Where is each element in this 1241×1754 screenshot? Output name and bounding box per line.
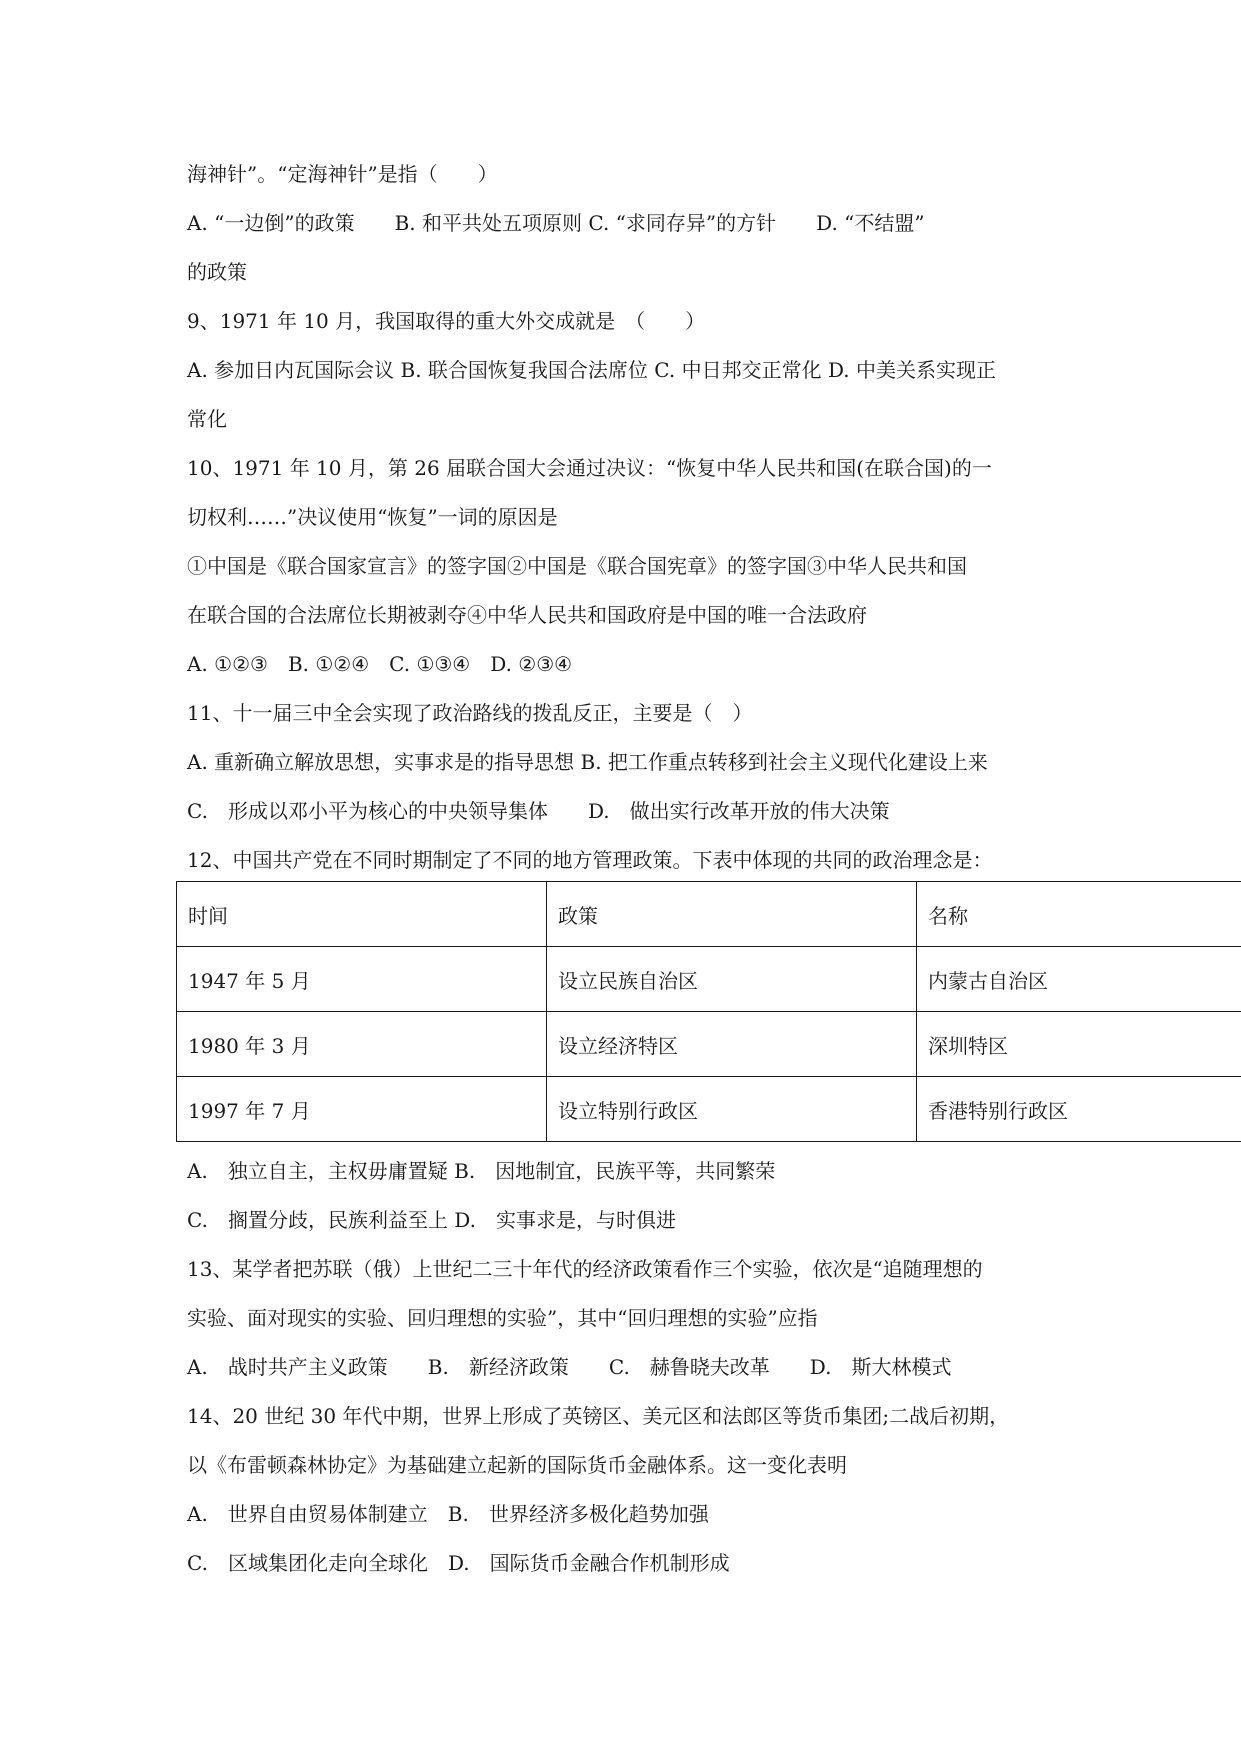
table-cell: 香港特别行政区: [917, 1077, 1241, 1142]
table-header-cell: 时间: [177, 882, 547, 947]
q10-options: A. ①②③ B. ①②④ C. ①③④ D. ②③④: [187, 652, 573, 676]
q13-options: A. 战时共产主义政策 B. 新经济政策 C. 赫鲁晓夫改革 D. 斯大林模式: [187, 1355, 952, 1379]
q11-stem: 11、十一届三中全会实现了政治路线的拨乱反正，主要是（ ）: [187, 701, 753, 725]
q9-stem: 9、1971 年 10 月，我国取得的重大外交成就是 （ ）: [187, 309, 706, 333]
q12-options-cd: C. 搁置分歧，民族利益至上 D. 实事求是，与时俱进: [187, 1208, 676, 1232]
q12-options-ab: A. 独立自主，主权毋庸置疑 B. 因地制宜，民族平等，共同繁荣: [187, 1159, 776, 1183]
q14-options-cd: C. 区域集团化走向全球化 D. 国际货币金融合作机制形成: [187, 1551, 730, 1575]
table-cell: 设立经济特区: [547, 1012, 917, 1077]
table-header-cell: 名称: [917, 882, 1241, 947]
q10-statements-cont: 在联合国的合法席位长期被剥夺④中华人民共和国政府是中国的唯一合法政府: [187, 603, 867, 627]
q8-options: A. “一边倒”的政策 B. 和平共处五项原则 C. “求同存异”的方针 D. “不结盟”: [187, 211, 925, 235]
q14-stem-cont: 以《布雷顿森林协定》为基础建立起新的国际货币金融体系。这一变化表明: [187, 1453, 847, 1477]
q14-options-ab: A. 世界自由贸易体制建立 B. 世界经济多极化趋势加强: [187, 1502, 709, 1526]
table-cell: 1980 年 3 月: [177, 1012, 547, 1077]
table-cell: 内蒙古自治区: [917, 947, 1241, 1012]
q8-stem-end: 海神针”。“定海神针”是指（ ）: [187, 162, 498, 186]
table-cell: 1947 年 5 月: [177, 947, 547, 1012]
table-cell: 设立特别行政区: [547, 1077, 917, 1142]
q8-options-cont: 的政策: [187, 260, 247, 284]
table-row: [177, 1012, 1241, 1077]
q10-stem: 10、1971 年 10 月，第 26 届联合国大会通过决议：“恢复中华人民共和国(在联合国)的一: [187, 456, 992, 480]
q10-statements: ①中国是《联合国家宣言》的签字国②中国是《联合国宪章》的签字国③中华人民共和国: [187, 554, 967, 578]
table-cell: 深圳特区: [917, 1012, 1241, 1077]
table-cell: 设立民族自治区: [547, 947, 917, 1012]
table-cell: 1997 年 7 月: [177, 1077, 547, 1142]
q9-options: A. 参加日内瓦国际会议 B. 联合国恢复我国合法席位 C. 中日邦交正常化 D. 中美关系实现正: [187, 358, 996, 382]
q13-stem: 13、某学者把苏联（俄）上世纪二三十年代的经济政策看作三个实验，依次是“追随理想的: [187, 1257, 983, 1281]
table-row: [177, 947, 1241, 1012]
q11-options-ab: A. 重新确立解放思想，实事求是的指导思想 B. 把工作重点转移到社会主义现代化建设上来: [187, 750, 988, 774]
q10-stem-cont: 切权利……”决议使用“恢复”一词的原因是: [187, 505, 558, 529]
q12-stem: 12、中国共产党在不同时期制定了不同的地方管理政策。下表中体现的共同的政治理念是：: [187, 848, 993, 872]
table-header-row: [177, 882, 1241, 947]
table-row: [177, 1077, 1241, 1142]
q13-stem-cont: 实验、面对现实的实验、回归理想的实验”，其中“回归理想的实验”应指: [187, 1306, 818, 1330]
q9-options-cont: 常化: [187, 407, 227, 431]
q11-options-cd: C. 形成以邓小平为核心的中央领导集体 D. 做出实行改革开放的伟大决策: [187, 799, 890, 823]
table-header-cell: 政策: [547, 882, 917, 947]
policy-table: [176, 881, 1241, 1142]
q14-stem: 14、20 世纪 30 年代中期，世界上形成了英镑区、美元区和法郎区等货币集团;二战后初期，: [187, 1404, 1010, 1428]
